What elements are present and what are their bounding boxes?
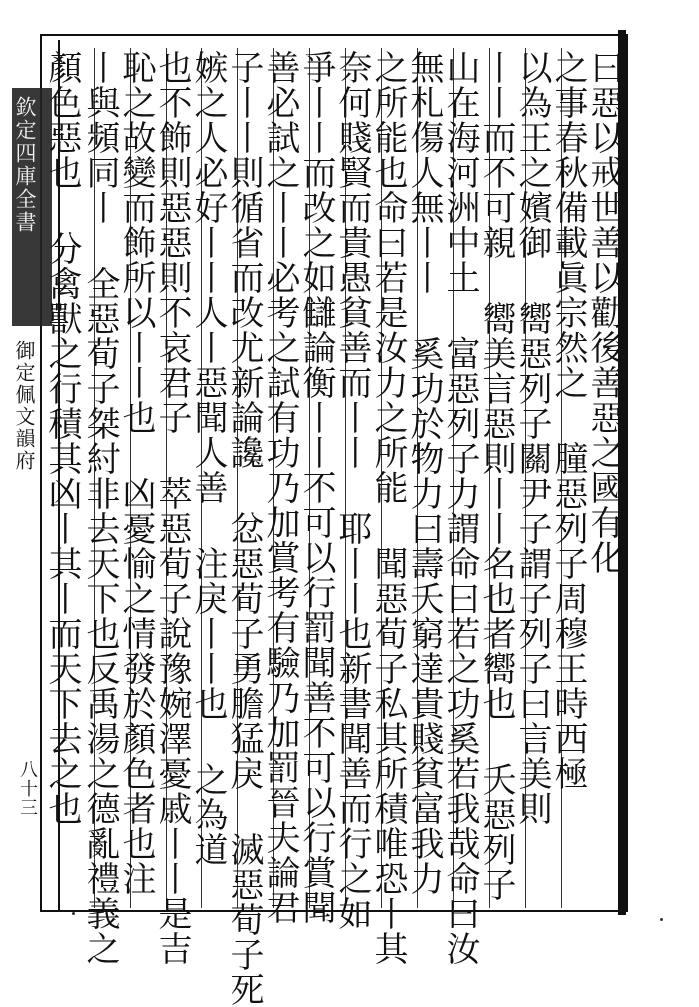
text-column: 顏色惡也 分禽獸之行積其凶丨其丨而天下去之也 (42, 50, 82, 826)
text-column: 子丨丨則循省而改尤新論讒 忿惡荀子勇膽猛戾 滅惡荀子死 (224, 50, 264, 1007)
text-column: 之所能也命曰若是汝力之所能 聞惡荀子私其所積唯恐丨其 (368, 50, 408, 966)
book-title: 御定佩文韻府 (12, 340, 36, 472)
text-column: 也不飾則惡惡則不哀君子 萃惡荀子說豫婉澤憂戚丨丨是吉 (152, 50, 192, 966)
page-number: 八十三 (17, 760, 38, 817)
text-column: 之事春秋備載眞宗然之 朣惡列子周穆王時西極 (548, 50, 588, 791)
text-column: 以為王之嬪御 嚮惡列子關尹子謂子列子曰言美則 (512, 50, 552, 826)
text-column: 爭丨丨而改之如讎論衡丨丨不可以行罰聞善不可以行賞聞 (296, 50, 336, 925)
text-column: 嫉之人必好丨丨人丨惡聞人善 注戾丨丨也 之為道 (188, 50, 228, 867)
text-column: 無札傷人無丨丨 奚功於物力曰壽夭窮達貴賤貧富我力 (404, 50, 444, 896)
text-column: 丨與頻同丨 全惡荀子桀紂非去天下也反禹湯之德亂禮義之 (80, 50, 120, 966)
scan-speck (660, 918, 663, 921)
text-column: 曰惡以戒世善以勸後善惡之國有化 (584, 50, 624, 575)
text-column: 奈何賤賢而貴愚貧善而丨丨 耶丨丨也新書聞善而行之如 (332, 50, 372, 931)
running-title: 欽定四庫全書 (13, 96, 37, 234)
text-column: 恥之故變而飾所以丨丨也 凶憂愉之情發於顏色者也注 (116, 50, 156, 896)
text-column: 丨丨而不可親 嚮美言惡則丨丨名也者嚮也 夭惡列子 (476, 50, 516, 902)
text-column: 山在海河洲中土 富惡列子力謂命曰若之功奚若我哉命曰汝 (440, 50, 480, 966)
scan-speck (72, 912, 75, 915)
text-column: 善必試之丨丨必考之試有功乃加賞考有驗乃加罰晉夫論君 (260, 50, 300, 925)
